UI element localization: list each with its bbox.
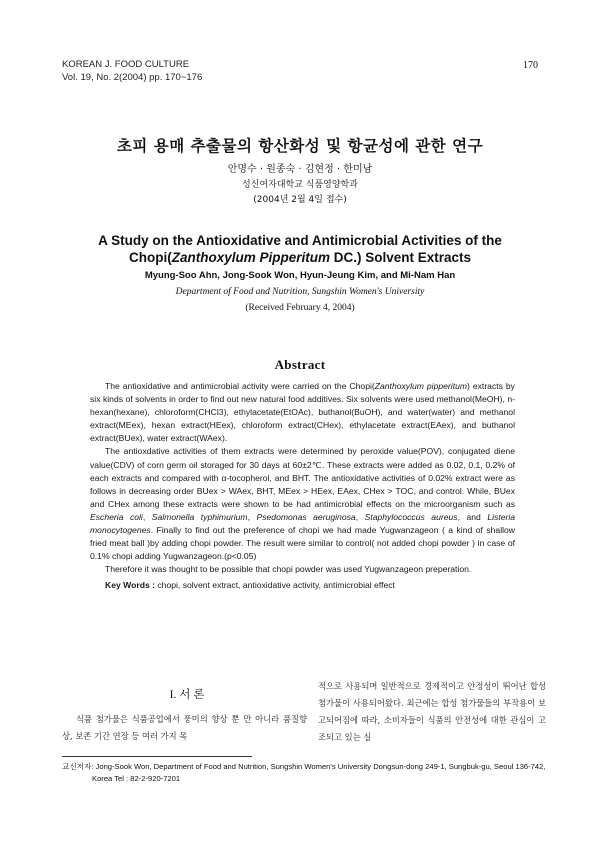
body-left-column: 식품 첨가물은 식품공업에서 풍미의 향상 뿐 만 아니라 품질향상, 보존 기간 연장 등 여러 가지 목 — [62, 714, 307, 741]
keywords-label: Key Words : — [105, 580, 155, 591]
abstract-heading: Abstract — [274, 357, 326, 372]
keywords: Key Words : chopi, solvent extract, antioxidative activity, antimicrobial effect — [105, 580, 395, 591]
korean-authors: 안명수 · 원종숙 · 김현정 · 한미남 — [227, 164, 373, 175]
section-heading: I. 서 론 — [169, 689, 205, 701]
english-received: (Received February 4, 2004) — [245, 303, 355, 313]
english-title: A Study on the Antioxidative and Antimicrobial Activities of the Chopi(Zanthoxylum Pipperitum DC.) Solvent Extracts — [98, 233, 502, 265]
corresponding-author-footnote: 교신저자: Jong-Sook Won, Department of Food and Nutrition, Sungshin Women's University Dongsun-dong 249-1, Sungbuk-gu, Seoul 136-742, Korea Tel : 82-2-920-7201 — [62, 762, 546, 783]
english-affiliation: Department of Food and Nutrition, Sungshin Women's University — [175, 287, 425, 297]
species-name: Zanthoxylum Pipperitum — [171, 250, 330, 265]
korean-received: (2004년 2월 4일 접수) — [253, 195, 347, 205]
english-title-line1: A Study on the Antioxidative and Antimicrobial Activities of the — [98, 233, 502, 248]
body-right-column: 적으로 사용되며 일반적으로 경제적이고 안정성이 뛰어난 합성첨가물이 사용되어왔다. 최근에는 합성 첨가물들의 부작용이 보고되어짐에 따라, 소비자들이 식품의 안전성에 대한 관심이 고조되고 있는 실 — [318, 681, 546, 742]
journal-header — [62, 58, 202, 84]
footnote-divider — [62, 756, 252, 757]
abstract-paragraph: The antioxdative activities of them extracts were determined by peroxide value(POV), conjugated diene value(CDV) of corn germ oil storaged for 30 days at 60±2℃. These extracts were added as 0.02, 0.1, 0.2% of each extracts and compared with α-tocopherol, and BHT. The antioxidative activities of 0.02% extract were as follows in decreasing order BUex > WAex, BHT, MEex > HEex, EAex, CHex > TOC, and control. While, BUex and CHex among these extracts were shown to be had antimicrobial effects on the microorganism such as Escheria coli, Salmonella typhimurium, Psedomonas aeruginosa, Staphylococcus aureus, and Listeria monocytogenes. Finally to find out the preference of chopi we had made Yugwanzageon ( a kind of shallow fried meat ball )by adding chopi powder. The result were similar to control( not added chopi powder ) in case of 0.1% chopi adding Yugwanzageon.(p<0.05) — [90, 446, 516, 562]
english-authors: Myung-Soo Ahn, Jong-Sook Won, Hyun-Jeung Kim, and Mi-Nam Han — [144, 270, 456, 281]
journal-name: KOREAN J. FOOD CULTURE — [62, 59, 190, 70]
page-number: 170 — [523, 60, 538, 71]
abstract-paragraph: Therefore it was thought to be possible that chopi powder was used Yugwanzageon preperation. — [105, 564, 472, 575]
abstract-paragraph: The antioxidative and antimicrobial activity were carried on the Chopi(Zanthoxylum pipperitum) extracts by six kinds of solvents in order to find out new natural food additives. Six solvents were used methanol(MeOH), n-hexan(hexane), chloroform(CHCl3), ethylacetate(EtOAc), buthanol(BuOH), and water(water) and methanol extract(MEex), hexan extract(HEex), chloroform extract(CHex), ethylacetate extract(EAex), and buthanol extract(BUex), water extract(WAex). — [90, 381, 515, 444]
abstract-body — [90, 380, 515, 593]
korean-title: 초피 용매 추출물의 항산화성 및 항균성에 관한 연구 — [116, 137, 484, 155]
korean-affiliation: 성신여자대학교 식품영양학과 — [242, 180, 358, 190]
journal-volume: Vol. 19, No. 2(2004) pp. 170~176 — [62, 72, 203, 83]
